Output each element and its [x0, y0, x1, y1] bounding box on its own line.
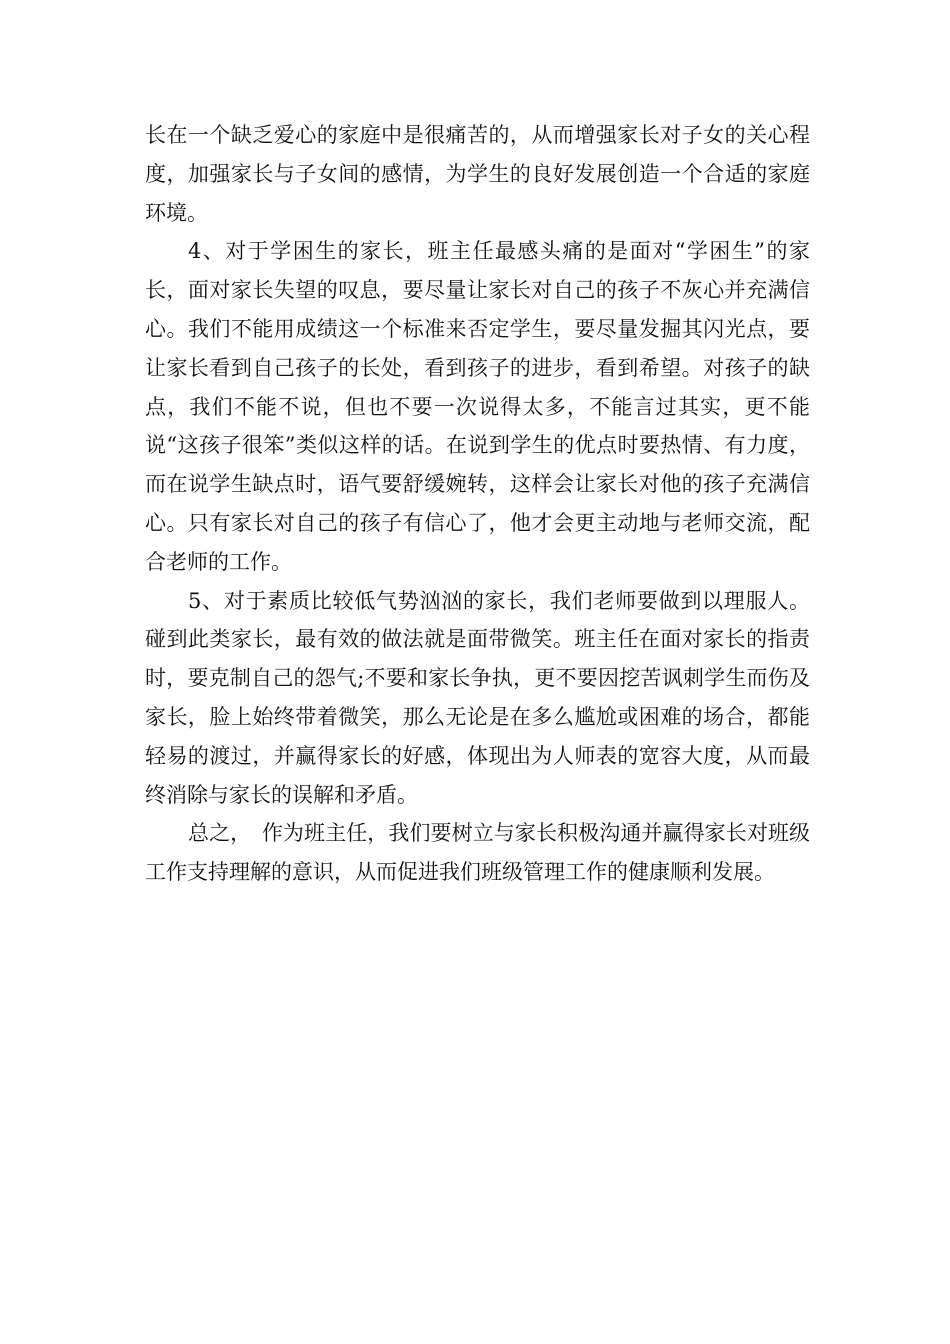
paragraph-point-4: 4、对于学困生的家长，班主任最感头痛的是面对“学困生”的家长，面对家长失望的叹息，要尽量让家长对自己的孩子不灰心并充满信心。我们不能用成绩这一个标准来否定学生，要尽量发掘其闪光点，要让家长看到自己孩子的长处，看到孩子的进步，看到希望。对孩子的缺点，我们不能不说，但也不要一次说得太多，不能言过其实，更不能说“这孩子很笨”类似这样的话。在说到学生的优点时要热情、有力度，而在说学生缺点时，语气要舒缓婉转，这样会让家长对他的孩子充满信心。只有家长对自己的孩子有信心了，他才会更主动地与老师交流，配合老师的工作。	[145, 239, 810, 574]
paragraph-conclusion: 总之， 作为班主任，我们要树立与家长积极沟通并赢得家长对班级工作支持理解的意识，从而促进我们班级管理工作的健康顺利发展。	[145, 821, 810, 885]
paragraph-continuation: 长在一个缺乏爱心的家庭中是很痛苦的，从而增强家长对子女的关心程度，加强家长与子女间的感情，为学生的良好发展创造一个合适的家庭环境。	[145, 123, 810, 225]
document-page	[145, 116, 810, 892]
paragraph-point-5: 5、对于素质比较低气势汹汹的家长，我们老师要做到以理服人。碰到此类家长，最有效的做法就是面带微笑。班主任在面对家长的指责时，要克制自己的怨气;不要和家长争执，更不要因挖苦讽刺学生而伤及家长，脸上始终带着微笑，那么无论是在多么尴尬或困难的场合，都能轻易的渡过，并赢得家长的好感，体现出为人师表的宽容大度，从而最终消除与家长的误解和矛盾。	[145, 588, 810, 807]
